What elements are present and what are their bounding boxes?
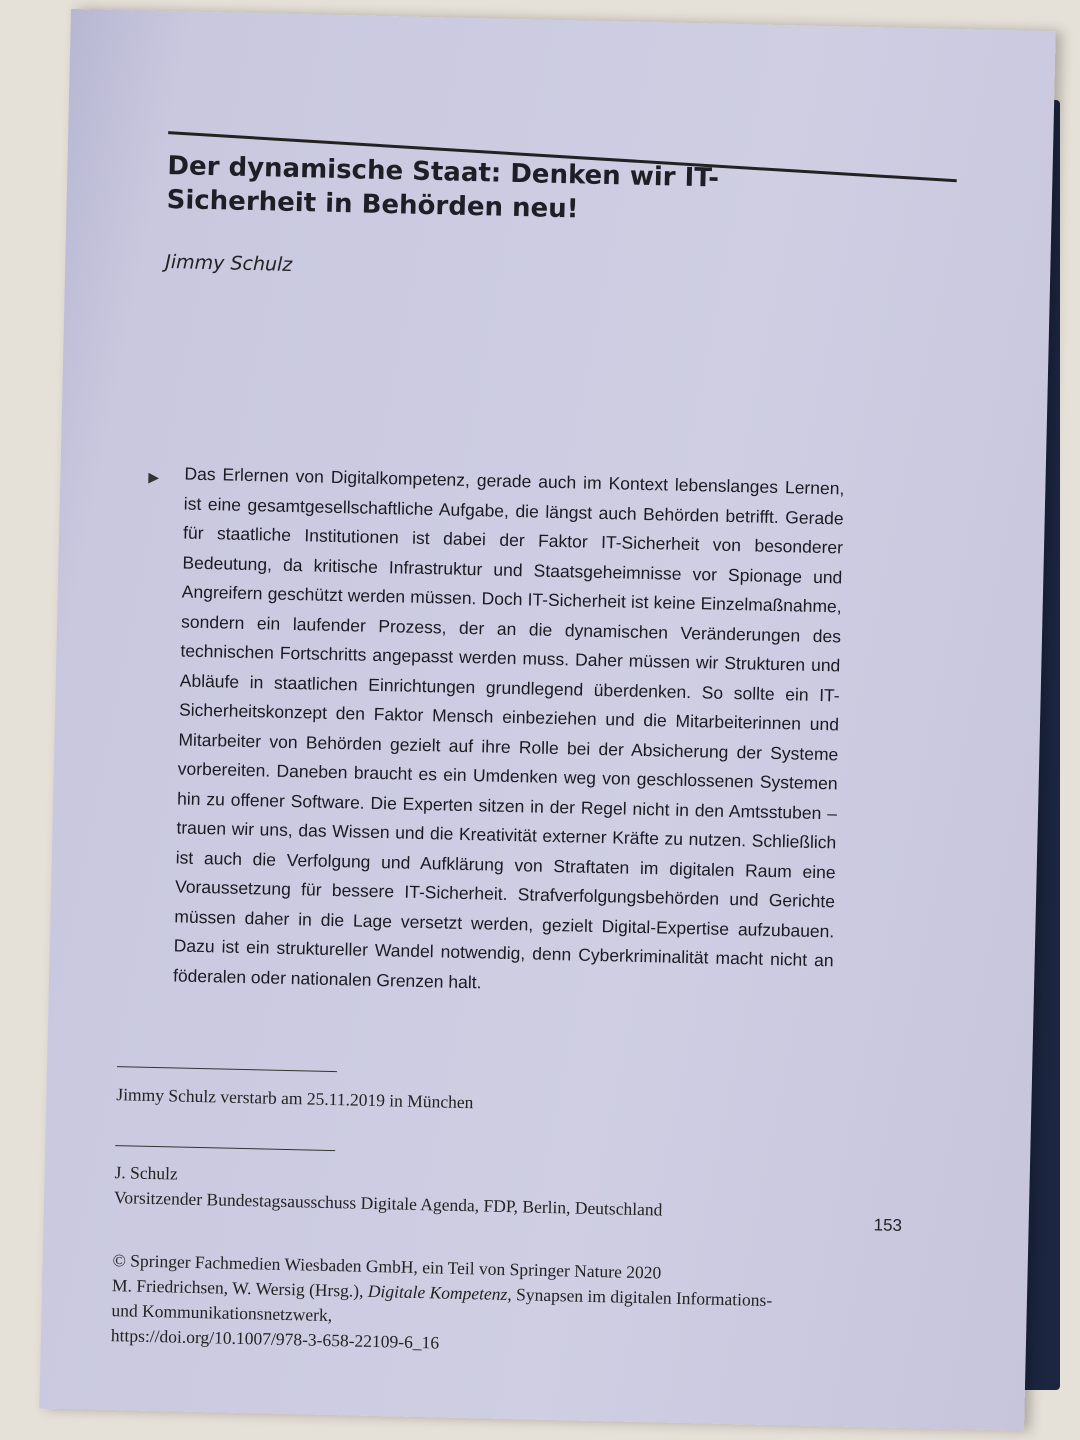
- copyright-line: © Springer Fachmedien Wiesbaden GmbH, ein Teil von Springer Nature 2020: [112, 1250, 662, 1283]
- affiliation-rule: [115, 1145, 335, 1151]
- author-affiliation: [114, 1160, 663, 1222]
- chapter-author: Jimmy Schulz: [165, 251, 293, 276]
- book-editors: M. Friedrichsen, W. Wersig (Hrsg.),: [111, 1275, 364, 1301]
- page-number: 153: [873, 1215, 903, 1236]
- affiliation-role: Vorsitzender Bundestagsausschuss Digitale Agenda, FDP, Berlin, Deutschland: [113, 1187, 663, 1220]
- chapter-title: Der dynamische Staat: Denken wir IT-Sicherheit in Behörden neu!: [166, 151, 720, 225]
- book-subtitle: , Synapsen im digitalen Informations- und Kommunikationsnetzwerk,: [111, 1284, 773, 1326]
- book-page: [39, 9, 1056, 1431]
- doi-link[interactable]: https://doi.org/10.1007/978-3-658-22109-6_16: [110, 1325, 440, 1353]
- footnote-death-note: Jimmy Schulz verstarb am 25.11.2019 in München: [116, 1084, 474, 1113]
- book-title: Digitale Kompetenz: [367, 1280, 508, 1305]
- footnote-rule: [117, 1066, 337, 1072]
- copyright-block: [111, 1248, 803, 1364]
- abstract-text: Das Erlernen von Digitalkompetenz, gerade auch im Kontext lebenslanges Lernen, ist eine gesamtgesellschaftliche Aufgabe, die längst auch Behörden betrifft. Gerade für staatliche Institutionen ist dabei der Faktor IT-Sicherheit von besonderer Bedeutung, da kritische Infrastruktur und Staatsgeheimnisse vor Spionage und Angreifern geschützt werden müssen. Doch IT-Sicherheit ist keine Einzelmaßnahme, sondern ein laufender Prozess, der an die dynamischen Veränderungen des technischen Fortschritts angepasst werden muss. Daher müssen wir Strukturen und Abläufe in staatlichen Einrichtungen grundlegend überdenken. So sollte ein IT-Sicherheitskonzept den Faktor Mensch einbeziehen und die Mitarbeiterinnen und Mitarbeiter von Behörden gezielt auf ihre Rolle bei der Absicherung der Systeme vorbereiten. Daneben braucht es ein Umdenken weg von geschlossenen Systemen hin zu offener Software. Die Experten sitzen in der Regel nicht in den Amtsstuben – trauen wir uns, das Wissen und die Kreativität externer Kräfte zu nutzen. Schließlich ist auch die Verfolgung und Aufklärung von Straftaten im digitalen Raum eine Voraussetzung für bessere IT-Sicherheit. Strafverfolgungsbehörden und Gerichte müssen daher in die Lage versetzt werden, gezielt Digital-Expertise aufzubauen. Dazu ist ein struktureller Wandel notwendig, denn Cyberkriminalität macht nicht an föderalen oder nationalen Grenzen halt.: [172, 463, 845, 992]
- affiliation-name: J. Schulz: [114, 1162, 179, 1184]
- abstract-marker-icon: ▶: [148, 468, 160, 485]
